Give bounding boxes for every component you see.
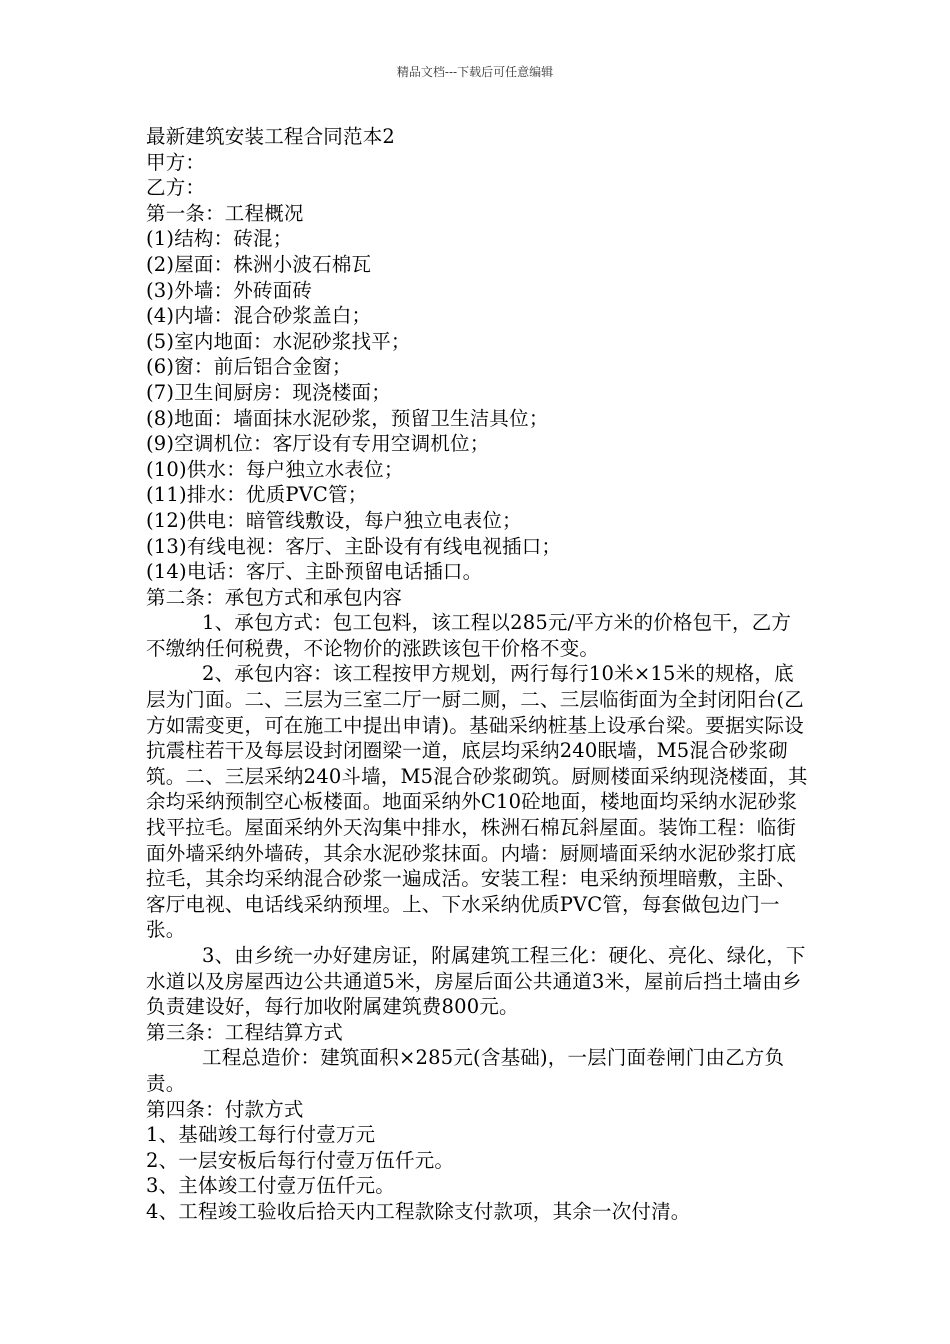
article4-item: 2、一层安板后每行付壹万伍仟元。 <box>146 1148 455 1172</box>
article2-heading: 第二条：承包方式和承包内容 <box>146 585 403 609</box>
article1-item: (13)有线电视：客厅、主卧设有有线电视插口； <box>146 534 562 558</box>
article4-item: 3、主体竣工付壹万伍仟元。 <box>146 1174 396 1198</box>
article1-item: (10)供水：每户独立水表位； <box>146 457 404 481</box>
article4-item: 1、基础竣工每行付壹万元 <box>146 1123 376 1147</box>
article2-paragraph: 1、承包方式：包工包料，该工程以285元/平方米的价格包干，乙方不缴纳任何税费，不论物价的涨跌该包干价格不变。 <box>146 611 792 660</box>
article4-item: 4、工程竣工验收后拾天内工程款除支付款项，其余一次付清。 <box>146 1199 691 1223</box>
article2-paragraph: 3、由乡统一办好建房证，附属建筑工程三化：硬化、亮化、绿化，下水道以及房屋西边公共通道5米，房屋后面公共通道3米，屋前后挡土墙由乡负责建设好，每行加收附属建筑费800元。 <box>146 944 806 1019</box>
article1-item: (2)屋面：株洲小波石棉瓦 <box>146 252 372 276</box>
article1-item: (5)室内地面：水泥砂浆找平； <box>146 329 411 353</box>
article4-heading: 第四条：付款方式 <box>146 1097 304 1121</box>
article1-item: (3)外墙：外砖面砖 <box>146 278 313 302</box>
document-body <box>146 124 810 1225</box>
article3-paragraph: 工程总造价：建筑面积×285元(含基础)，一层门面卷闸门由乙方负责。 <box>146 1046 785 1095</box>
article1-item: (14)电话：客厅、主卧预留电话插口。 <box>146 560 483 584</box>
article1-heading: 第一条：工程概况 <box>146 201 304 225</box>
article1-item: (6)窗：前后铝合金窗； <box>146 355 352 379</box>
article1-item: (11)排水：优质PVC管； <box>146 483 368 507</box>
article1-item: (9)空调机位：客厅设有专用空调机位； <box>146 432 490 456</box>
document-title: 最新建筑安装工程合同范本2 <box>146 125 396 148</box>
article1-item: (8)地面：墙面抹水泥砂浆，预留卫生洁具位； <box>146 406 549 430</box>
party-b-label: 乙方： <box>146 176 206 200</box>
article1-item: (7)卫生间厨房：现浇楼面； <box>146 380 391 404</box>
article3-heading: 第三条：工程结算方式 <box>146 1020 344 1044</box>
article2-paragraph: 2、承包内容：该工程按甲方规划，两行每行10米×15米的规格，底层为门面。二、三层为三室二厅一厨二厕，二、三层临街面为全封闭阳台(乙方如需变更，可在施工中提出申请)。基础采纳桩基上设承台梁。要据实际设抗震柱若干及每层设封闭圈梁一道，底层均采纳240眠墙，M5混合砂浆砌筑。二、三层采纳240斗墙，M5混合砂浆砌筑。厨厕楼面采纳现浇楼面，其余均采纳预制空心板楼面。地面采纳外C10砼地面，楼地面均采纳水泥砂浆找平拉毛。屋面采纳外天沟集中排水，株洲石棉瓦斜屋面。装饰工程：临街面外墙采纳外墙砖，其余水泥砂浆抹面。内墙：厨厕墙面采纳水泥砂浆打底拉毛，其余均采纳混合砂浆一遍成活。安装工程：电采纳预埋暗敷，主卧、客厅电视、电话线采纳预埋。上、下水采纳优质PVC管，每套做包边门一张。 <box>146 662 808 942</box>
party-a-label: 甲方： <box>146 150 206 174</box>
article1-item: (4)内墙：混合砂浆盖白； <box>146 304 372 328</box>
article1-item: (1)结构：砖混； <box>146 227 293 251</box>
page-header: 精品文档---下载后可任意编辑 <box>396 65 554 79</box>
article1-item: (12)供电：暗管线敷设，每户独立电表位； <box>146 508 522 532</box>
